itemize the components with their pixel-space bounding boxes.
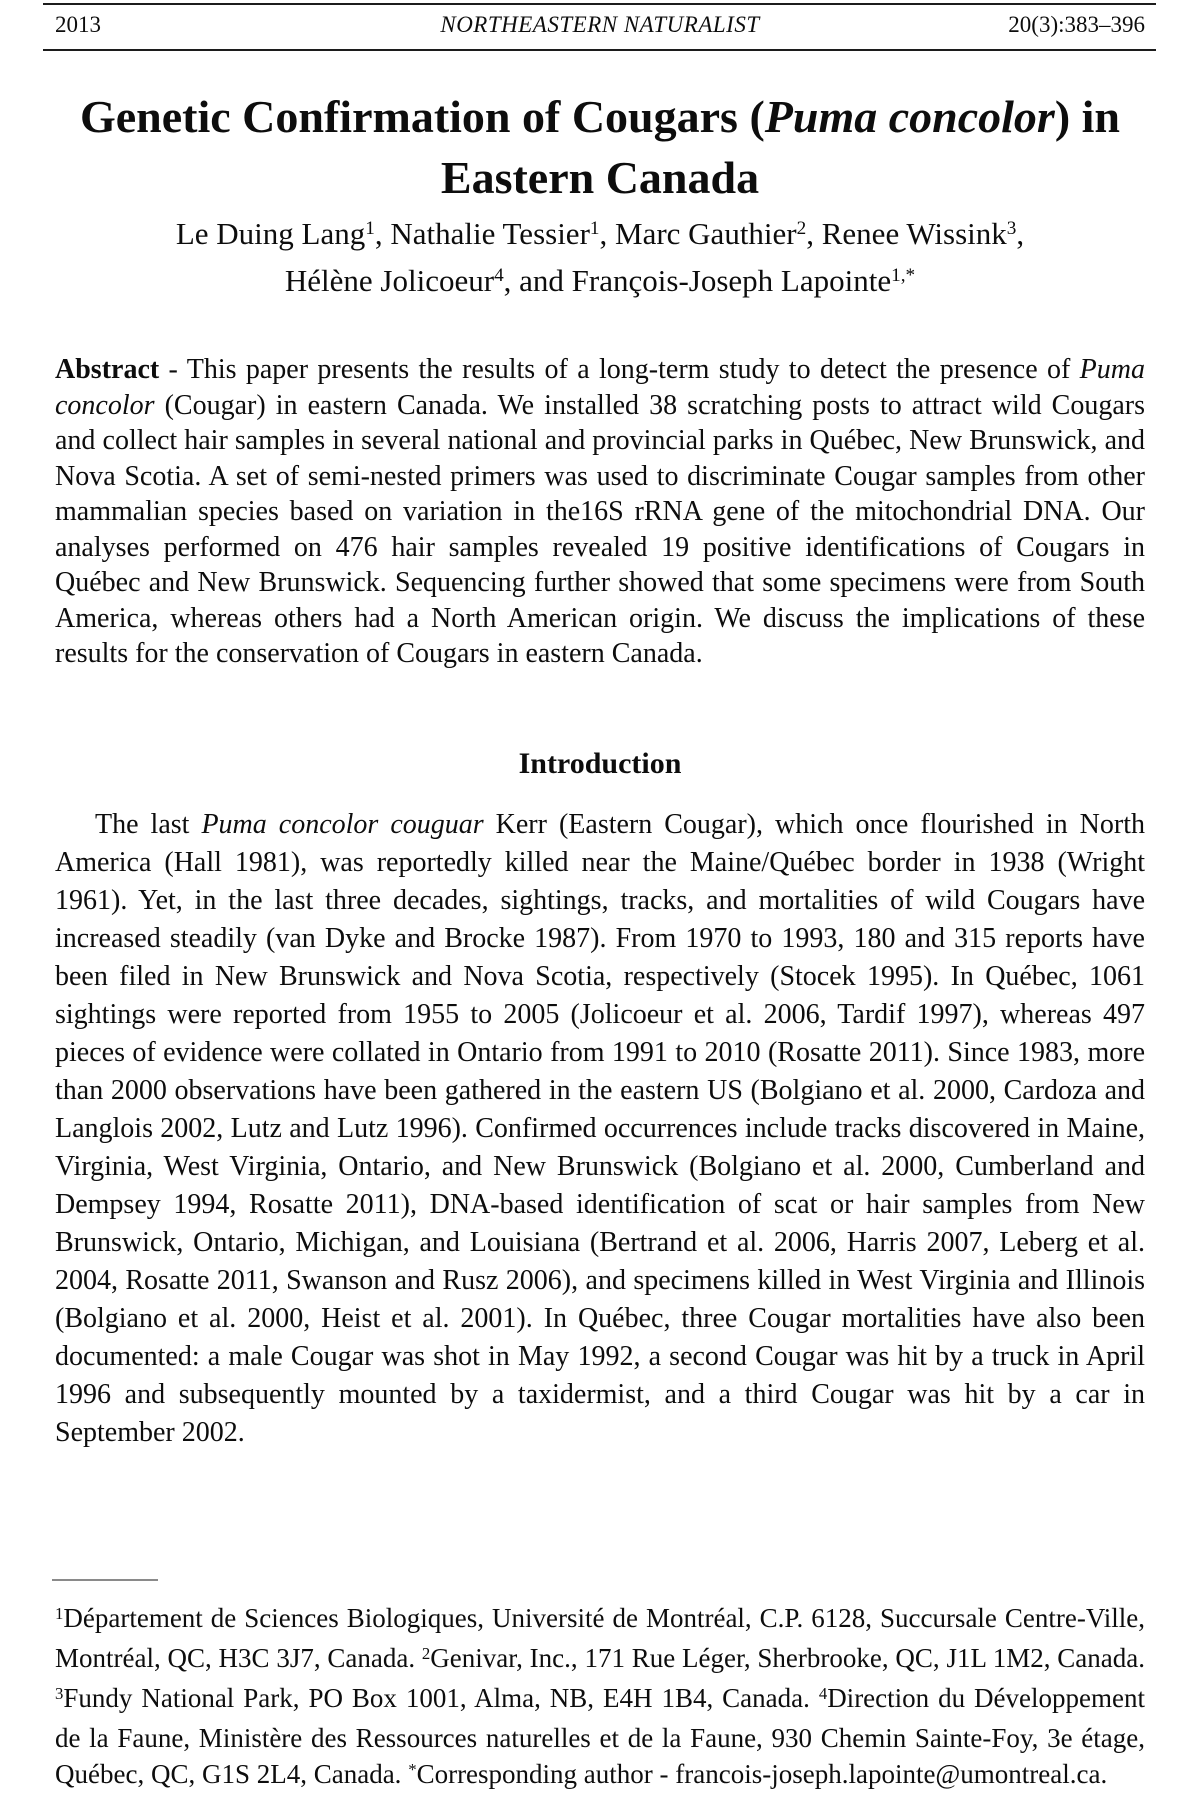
header-rule-top (43, 3, 1156, 5)
abstract-paragraph (55, 352, 1145, 672)
text-segment: , (1016, 216, 1025, 251)
text-segment: 1 (589, 218, 600, 240)
text-segment: , Nathalie Tessier (374, 216, 590, 251)
text-segment: 1,* (891, 265, 916, 287)
introduction-paragraph (55, 806, 1145, 1452)
text-segment: - This paper presents the results of a long-term study to detect the presence of (159, 354, 1080, 385)
text-segment: , and François-Joseph Lapointe (503, 263, 892, 298)
footnotes-paragraph (55, 1600, 1145, 1796)
text-segment: 2 (421, 1643, 431, 1663)
corresponding-author-email: francois-joseph.lapointe@umontreal.ca. (675, 1759, 1108, 1789)
text-segment: Abstract (55, 354, 160, 385)
text-segment: Corresponding author - (416, 1759, 676, 1789)
header-year: 2013 (55, 12, 101, 37)
text-segment: Fundy National Park, PO Box 1001, Alma, NB, E4H 1B4, Canada. (63, 1683, 819, 1713)
text-segment: Puma concolor (55, 354, 1145, 421)
text-segment: Département de Sciences Biologiques, Université de Montréal, C.P. 6128, Succursale Centre-Ville, Montréal, QC, H3C 3J7, Canada. (55, 1603, 1145, 1673)
text-segment: Le Duing Lang (175, 216, 366, 251)
text-segment: (Cougar) in eastern Canada. We installed 38 scratching posts to attract wild Cougars and collect hair samples in several national and provincial parks in Québec, New Brunswick, and Nova Scotia. A set of semi-nested primers was used to discriminate Cougar samples from other mammalian species based on variation in the16S rRNA gene of the mitochondrial DNA. Our analyses performed on 476 hair samples revealed 19 positive identifications of Cougars in Québec and New Brunswick. Sequencing further showed that some specimens were from South America, whereas others had a North American origin. We discuss the implications of these results for the conservation of Cougars in eastern Canada. (55, 389, 1145, 669)
text-segment: * (408, 1759, 417, 1779)
text-segment: 4 (818, 1683, 828, 1703)
text-segment: Direction du Développement de la Faune, Ministère des Ressources naturelles et de la Faune, 930 Chemin Sainte-Foy, 3e étage, Québec, QC, G1S 2L4, Canada. (55, 1683, 1145, 1789)
author-line-2 (30, 260, 1170, 307)
article-title (30, 86, 1170, 208)
article-title-line-2 (30, 147, 1170, 208)
author-byline (30, 213, 1170, 307)
text-segment: Puma concolor couguar (201, 809, 484, 840)
volume-citation: 20(3):383–396 (1008, 12, 1145, 37)
header-rule-bottom (43, 49, 1156, 51)
author-line-1 (30, 213, 1170, 260)
text-segment: 2 (796, 218, 807, 240)
text-segment: 1 (55, 1603, 64, 1623)
text-segment: , Renee Wissink (806, 216, 1007, 251)
text-segment: 4 (494, 265, 504, 287)
section-heading-introduction: Introduction (518, 747, 682, 780)
text-segment: 1 (365, 218, 375, 240)
text-segment: Hélène Jolicoeur (284, 263, 495, 298)
text-segment: The last (95, 809, 202, 840)
text-segment: , Marc Gauthier (599, 216, 797, 251)
text-segment: Kerr (Eastern Cougar), which once flourished in North America (Hall 1981), was reportedly killed near the Maine/Québec border in 1938 (Wright 1961). Yet, in the last three decades, sightings, tracks, and mortalities of wild Cougars have increased steadily (van Dyke and Brocke 1987). From 1970 to 1993, 180 and 315 reports have been filed in New Brunswick and Nova Scotia, respectively (Stocek 1995). In Québec, 1061 sightings were reported from 1955 to 2005 (Jolicoeur et al. 2006, Tardif 1997), whereas 497 pieces of evidence were collated in Ontario from 1991 to 2010 (Rosatte 2011). Since 1983, more than 2000 observations have been gathered in the eastern US (Bolgiano et al. 2000, Cardoza and Langlois 2002, Lutz and Lutz 1996). Confirmed occurrences include tracks discovered in Maine, Virginia, West Virginia, Ontario, and New Brunswick (Bolgiano et al. 2000, Cumberland and Dempsey 1994, Rosatte 2011), DNA-based identification of scat or hair samples from New Brunswick, Ontario, Michigan, and Louisiana (Bertrand et al. 2006, Harris 2007, Leberg et al. 2004, Rosatte 2011, Swanson and Rusz 2006), and specimens killed in West Virginia and Illinois (Bolgiano et al. 2000, Heist et al. 2001). In Québec, three Cougar mortalities have also been documented: a male Cougar was shot in May 1992, a second Cougar was hit by a truck in April 1996 and subsequently mounted by a taxidermist, and a third Cougar was hit by a car in September 2002. (55, 809, 1145, 1448)
text-segment: Genetic Confirmation of Cougars ( (79, 91, 765, 142)
text-segment: Genivar, Inc., 171 Rue Léger, Sherbrooke, QC, J1L 1M2, Canada. (430, 1643, 1146, 1673)
journal-title: NORTHEASTERN NATURALIST (440, 12, 760, 37)
text-segment: 3 (1006, 218, 1017, 240)
text-segment: Puma concolor (764, 91, 1055, 142)
running-header (55, 12, 1145, 44)
text-segment: Eastern Canada (440, 152, 760, 203)
text-segment: 3 (55, 1683, 64, 1703)
article-title-line-1 (30, 86, 1170, 147)
footnote-divider (52, 1579, 158, 1581)
text-segment: ) in (1054, 91, 1121, 142)
